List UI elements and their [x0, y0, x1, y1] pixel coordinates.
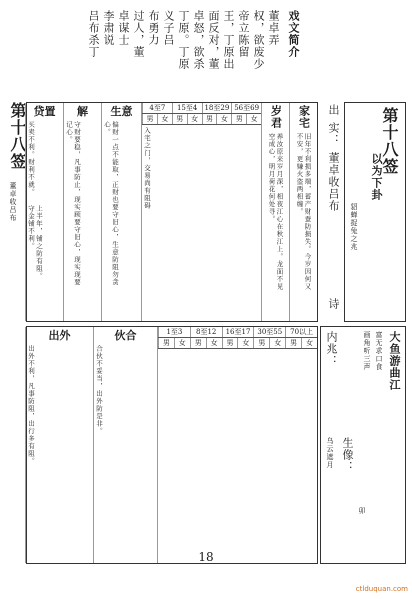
story-column: 卓谋士	[117, 10, 130, 46]
real-colon: 实：	[327, 122, 340, 146]
br-sub: 富无求口食	[375, 331, 383, 371]
house-col	[289, 103, 317, 321]
story-column: 董卓弄	[267, 10, 280, 46]
gender-label: 女	[216, 114, 231, 124]
puk-text: 上半年，铺之防有阻。守金铺不利。	[27, 205, 43, 280]
gender-label: 男	[202, 114, 217, 124]
bottom-ages	[158, 327, 317, 338]
gender-label: 男	[190, 338, 206, 348]
age-range: 16至17	[222, 327, 254, 337]
jie-col	[63, 103, 101, 321]
gender-label: 女	[174, 338, 190, 348]
gender-label: 女	[206, 338, 222, 348]
house-header: 家宅	[297, 105, 311, 129]
gender-label: 男	[253, 338, 269, 348]
story-column: 帝立陈留	[237, 10, 250, 58]
story-block	[14, 10, 300, 102]
gender-label: 男	[158, 338, 174, 348]
gender-label: 女	[187, 114, 202, 124]
year-col	[261, 103, 289, 321]
gender-label: 男	[285, 338, 301, 348]
daizhi-text: 买卖不利。财利不就。	[27, 121, 35, 196]
story-column: 吕布杀丁	[87, 10, 100, 58]
br-label-cloud: 乌云遮月	[326, 437, 334, 469]
age-range: 15至4	[172, 103, 202, 113]
gender-label: 女	[237, 338, 253, 348]
bottom-grid	[26, 326, 318, 564]
real-column	[320, 102, 342, 322]
story-column: 义子吕	[162, 10, 175, 46]
huohe-text: 合伙不妥当，出外防是非。	[95, 345, 103, 435]
bottom-right-box	[320, 326, 406, 564]
page-number: 18	[198, 550, 214, 564]
br-label-inner: 内兆：	[325, 331, 338, 367]
age-range: 18至29	[202, 103, 232, 113]
jie-text: 守财要稳，凡事防止，现实顾要守旧心，现实现要记心。	[65, 121, 81, 286]
gender-label: 女	[246, 114, 261, 124]
story-column: 过人，董	[132, 10, 145, 58]
story-columns	[14, 10, 280, 102]
br-label-mao: 卯	[358, 507, 366, 515]
story-title: 戏文简介	[287, 10, 300, 58]
age-cell-text: 入宅之门，交易尚有阻碍	[143, 127, 151, 210]
br-sub2: 画角听三声	[363, 331, 371, 371]
story-column: 卓怒，欲杀	[192, 10, 205, 70]
age-cols	[141, 103, 261, 321]
bottom-age-cols	[157, 327, 317, 563]
shengyi-col	[101, 103, 141, 321]
top-gender	[142, 114, 261, 125]
gender-label: 女	[269, 338, 285, 348]
story-column: 布勇力	[147, 10, 160, 46]
bottom-gender	[158, 338, 317, 349]
left-title-text: 第十八签	[8, 102, 27, 170]
top-ages	[142, 103, 261, 114]
story-column: 面反对，董	[207, 10, 220, 70]
watermark: ctlduquan.com	[355, 585, 408, 593]
age-range: 1至3	[158, 327, 190, 337]
real-text: 董卓收吕布	[327, 152, 340, 212]
age-range: 56至69	[231, 103, 261, 113]
right-title-box	[344, 102, 406, 322]
story-column: 权，欲废少	[252, 10, 265, 70]
chuwai-header: 出外	[48, 329, 71, 342]
huohe-col	[93, 327, 157, 563]
left-title	[6, 102, 27, 322]
top-grid	[26, 102, 318, 322]
year-header: 岁君	[269, 105, 283, 129]
br-title: 大鱼游曲江	[388, 331, 401, 391]
chuwai-text: 出外不利，凡事防阻，出行多有阻。	[27, 345, 35, 465]
jie-header: 解	[77, 105, 88, 118]
gender-label: 男	[172, 114, 187, 124]
left-title-sub: 董卓收吕布	[9, 182, 17, 222]
daizhi-header: 贷置	[33, 105, 56, 118]
poem-label: 诗	[327, 298, 340, 310]
year-text: 养汝原来岁月深，相夜江心在秋江上。龙面不见空成心，明月荷花何处寻。	[267, 133, 284, 291]
age-range: 4至7	[142, 103, 172, 113]
age-range: 8至12	[190, 327, 222, 337]
shengyi-header: 生意	[110, 105, 133, 118]
story-column: 丁原。丁原	[177, 10, 190, 70]
age-range: 70以上	[285, 327, 317, 337]
real-label: 出	[327, 104, 340, 116]
br-label-life: 生像：	[341, 437, 354, 473]
chuwai-col	[25, 327, 93, 563]
story-column: 李肃说	[102, 10, 115, 46]
huohe-header: 伙合	[114, 329, 137, 342]
gender-label: 男	[231, 114, 246, 124]
shengyi-text: 偏财一点不能取，正财也要守旧心，生意防阻勿贪心。	[103, 121, 119, 286]
gender-label: 女	[157, 114, 172, 124]
right-title-sub: 以为下卦	[370, 153, 383, 201]
daizhi-col	[25, 103, 63, 321]
age-range: 30至55	[253, 327, 285, 337]
gender-label: 女	[301, 338, 317, 348]
story-column: 王，丁原出	[222, 10, 235, 70]
right-title: 第十八签	[380, 107, 399, 175]
right-title-sub2: 貂蝉捉兔之兆	[350, 203, 358, 251]
gender-label: 男	[142, 114, 157, 124]
house-text: 旧年不利损多端，蓄产财蚕防损失。今岁因何又不安，更嫌火盗两相缠。	[295, 133, 312, 291]
page	[6, 6, 406, 574]
gender-label: 男	[222, 338, 238, 348]
